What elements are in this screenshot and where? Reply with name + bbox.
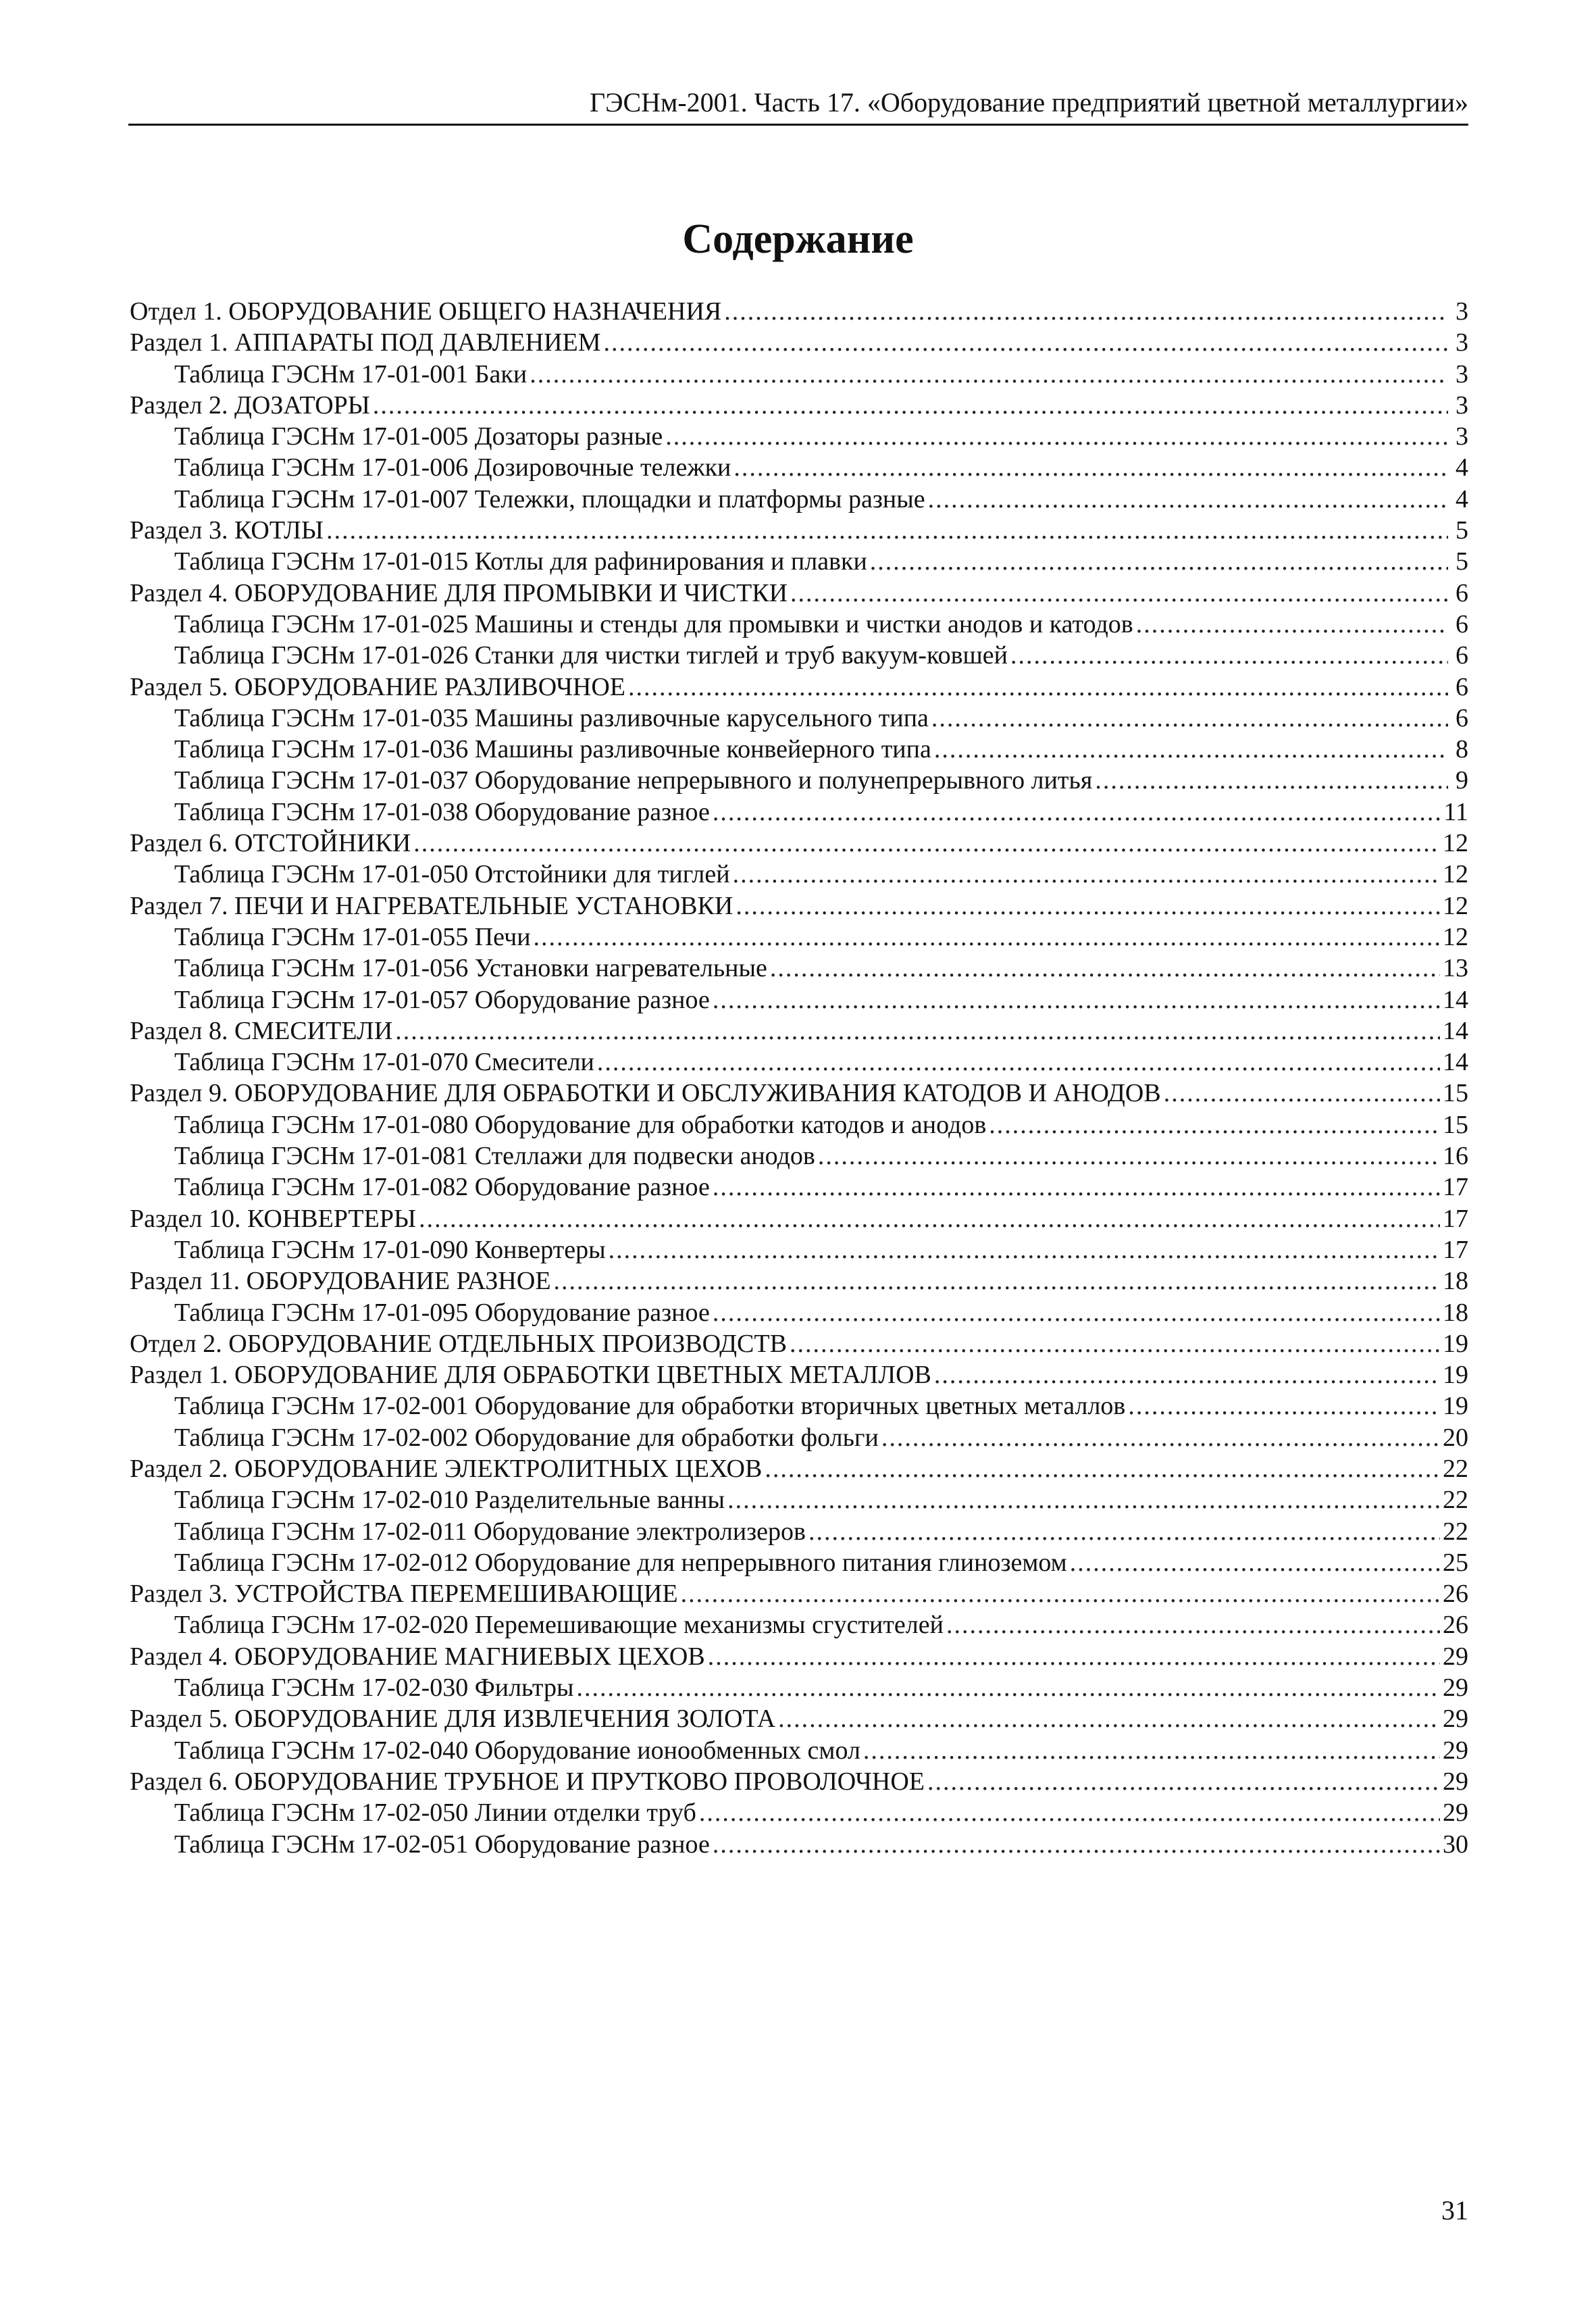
- toc-entry-table: [128, 1422, 1468, 1453]
- toc-entry-title: Таблица ГЭСНм 17-01-005 Дозаторы разные: [174, 422, 663, 451]
- toc-entry-page: 14: [1443, 1016, 1468, 1045]
- toc-entry-page: 5: [1456, 547, 1468, 576]
- toc-entry-title: Раздел 3. УСТРОЙСТВА ПЕРЕМЕШИВАЮЩИЕ: [130, 1580, 678, 1609]
- toc-entry-title: Таблица ГЭСНм 17-01-050 Отстойники для тиглей: [174, 860, 730, 889]
- toc-dot-leader: [1010, 640, 1448, 671]
- toc-entry-table: [128, 1735, 1468, 1766]
- toc-entry-title: Раздел 10. КОНВЕРТЕРЫ: [130, 1204, 417, 1233]
- toc-entry-title: Таблица ГЭСНм 17-01-082 Оборудование разное: [174, 1173, 710, 1202]
- toc-dot-leader: [931, 703, 1448, 734]
- toc-entry-table: [128, 1829, 1468, 1860]
- toc-entry-title: Таблица ГЭСНм 17-01-035 Машины разливочные карусельного типа: [174, 703, 929, 732]
- toc-entry-page: 19: [1443, 1361, 1468, 1390]
- toc-entry-page: 29: [1443, 1736, 1468, 1765]
- toc-dot-leader: [413, 828, 1440, 859]
- page-number: 31: [1441, 2195, 1468, 2225]
- toc-dot-leader: [1095, 765, 1448, 796]
- toc-entry-table: [128, 452, 1468, 483]
- toc-dot-leader: [790, 1328, 1440, 1359]
- toc-entry-page: 17: [1443, 1235, 1468, 1264]
- toc-entry-table: [128, 359, 1468, 390]
- toc-dot-leader: [934, 1359, 1440, 1390]
- toc-entry-title: Раздел 1. ОБОРУДОВАНИЕ ДЛЯ ОБРАБОТКИ ЦВЕТНЫХ МЕТАЛЛОВ: [130, 1361, 931, 1390]
- toc-dot-leader: [818, 1140, 1440, 1172]
- toc-entry-section: [128, 515, 1468, 546]
- toc-dot-leader: [946, 1609, 1440, 1640]
- toc-entry-page: 16: [1443, 1142, 1468, 1171]
- toc-dot-leader: [790, 578, 1448, 609]
- toc-entry-page: 11: [1443, 797, 1468, 826]
- toc-entry-page: 18: [1443, 1267, 1468, 1296]
- toc-entry-title: Раздел 4. ОБОРУДОВАНИЕ ДЛЯ ПРОМЫВКИ И ЧИСТКИ: [130, 578, 788, 607]
- toc-entry-page: 19: [1443, 1392, 1468, 1421]
- toc-dot-leader: [554, 1265, 1440, 1297]
- toc-entry-section: [128, 1641, 1468, 1672]
- toc-entry-page: 15: [1443, 1110, 1468, 1139]
- toc-entry-title: Таблица ГЭСНм 17-01-001 Баки: [174, 359, 527, 388]
- toc-dot-leader: [395, 1015, 1440, 1047]
- toc-entry-page: 29: [1443, 1767, 1468, 1796]
- toc-entry-title: Таблица ГЭСНм 17-01-006 Дозировочные тележки: [174, 453, 731, 482]
- toc-entry-title: Таблица ГЭСНм 17-01-036 Машины разливочные конвейерного типа: [174, 735, 931, 764]
- toc-entry-title: Таблица ГЭСНм 17-01-055 Печи: [174, 922, 531, 951]
- toc-entry-title: Раздел 1. АППАРАТЫ ПОД ДАВЛЕНИЕМ: [130, 328, 601, 357]
- toc-entry-table: [128, 640, 1468, 671]
- toc-dot-leader: [713, 1297, 1440, 1328]
- toc-dot-leader: [713, 1172, 1440, 1203]
- toc-dot-leader: [928, 484, 1448, 515]
- toc-dot-leader: [870, 546, 1448, 577]
- toc-entry-page: 19: [1443, 1329, 1468, 1358]
- toc-entry-title: Таблица ГЭСНм 17-02-040 Оборудование ионообменных смол: [174, 1736, 860, 1765]
- toc-entry-page: 3: [1456, 359, 1468, 388]
- toc-entry-page: 3: [1456, 391, 1468, 420]
- toc-entry-title: Таблица ГЭСНм 17-02-012 Оборудование для непрерывного питания глиноземом: [174, 1548, 1067, 1577]
- toc-entry-title: Таблица ГЭСНм 17-01-056 Установки нагревательные: [174, 954, 767, 983]
- toc-entry-title: Раздел 4. ОБОРУДОВАНИЕ МАГНИЕВЫХ ЦЕХОВ: [130, 1642, 705, 1671]
- toc-entry-page: 14: [1443, 1048, 1468, 1077]
- toc-dot-leader: [713, 1829, 1440, 1860]
- toc-entry-section: [128, 1203, 1468, 1234]
- toc-entry-section: [128, 1359, 1468, 1390]
- toc-entry-page: 9: [1456, 766, 1468, 795]
- toc-dot-leader: [534, 922, 1440, 953]
- toc-entry-page: 6: [1456, 641, 1468, 670]
- toc-entry-title: Раздел 3. КОТЛЫ: [130, 516, 324, 545]
- toc-entry-page: 13: [1443, 954, 1468, 983]
- toc-entry-title: Раздел 7. ПЕЧИ И НАГРЕВАТЕЛЬНЫЕ УСТАНОВКИ: [130, 891, 733, 920]
- toc-dot-leader: [733, 452, 1448, 483]
- toc-dot-leader: [326, 515, 1448, 546]
- toc-dot-leader: [736, 890, 1440, 922]
- toc-dot-leader: [863, 1735, 1440, 1766]
- toc-entry-title: Таблица ГЭСНм 17-02-011 Оборудование электролизеров: [174, 1517, 806, 1546]
- toc-dot-leader: [713, 984, 1440, 1015]
- toc-entry-title: Раздел 9. ОБОРУДОВАНИЕ ДЛЯ ОБРАБОТКИ И ОБСЛУЖИВАНИЯ КАТОДОВ И АНОДОВ: [130, 1079, 1161, 1108]
- toc-entry-title: Отдел 1. ОБОРУДОВАНИЕ ОБЩЕГО НАЗНАЧЕНИЯ: [130, 297, 722, 326]
- toc-entry-page: 22: [1443, 1454, 1468, 1483]
- toc-entry-page: 29: [1443, 1705, 1468, 1734]
- toc-entry-title: Таблица ГЭСНм 17-01-081 Стеллажи для подвески анодов: [174, 1142, 815, 1171]
- toc-entry-table: [128, 546, 1468, 577]
- toc-entry-page: 14: [1443, 985, 1468, 1014]
- toc-entry-section: [128, 578, 1468, 609]
- toc-entry-table: [128, 1547, 1468, 1578]
- toc-entry-page: 26: [1443, 1611, 1468, 1640]
- toc-entry-section: [128, 1453, 1468, 1484]
- toc-entry-page: 20: [1443, 1423, 1468, 1452]
- toc-entry-title: Раздел 2. ДОЗАТОРЫ: [130, 391, 370, 420]
- toc-dot-leader: [1070, 1547, 1440, 1578]
- toc-entry-title: Таблица ГЭСНм 17-02-050 Линии отделки труб: [174, 1799, 696, 1828]
- toc-entry-section: [128, 1015, 1468, 1047]
- toc-entry-title: Таблица ГЭСНм 17-01-025 Машины и стенды для промывки и чистки анодов и катодов: [174, 609, 1133, 638]
- toc-dot-leader: [577, 1672, 1440, 1703]
- toc-entry-page: 29: [1443, 1642, 1468, 1671]
- toc-entry-page: 4: [1456, 453, 1468, 482]
- toc-entry-table: [128, 859, 1468, 890]
- toc-entry-table: [128, 1297, 1468, 1328]
- toc-dot-leader: [1136, 609, 1448, 640]
- page-title: Содержание: [682, 216, 914, 262]
- toc-entry-page: 3: [1456, 422, 1468, 451]
- toc-entry-page: 4: [1456, 484, 1468, 513]
- toc-entry-page: 12: [1443, 891, 1468, 920]
- toc-entry-table: [128, 734, 1468, 765]
- toc-entry-title: Таблица ГЭСНм 17-02-001 Оборудование для обработки вторичных цветных металлов: [174, 1392, 1126, 1421]
- toc-entry-page: 22: [1443, 1486, 1468, 1515]
- toc-entry-title: Таблица ГЭСНм 17-02-030 Фильтры: [174, 1674, 574, 1703]
- toc-entry-page: 22: [1443, 1517, 1468, 1546]
- toc-entry-section: [128, 890, 1468, 922]
- table-of-contents: [128, 296, 1468, 1860]
- toc-dot-leader: [665, 421, 1448, 452]
- toc-entry-table: [128, 1172, 1468, 1203]
- toc-entry-division: [128, 296, 1468, 327]
- toc-entry-title: Раздел 8. СМЕСИТЕЛИ: [130, 1016, 393, 1045]
- toc-entry-table: [128, 609, 1468, 640]
- toc-entry-title: Таблица ГЭСНм 17-01-057 Оборудование разное: [174, 985, 710, 1014]
- toc-entry-title: Таблица ГЭСНм 17-02-010 Разделительные ванны: [174, 1486, 725, 1515]
- toc-entry-table: [128, 953, 1468, 984]
- toc-entry-page: 8: [1456, 735, 1468, 764]
- toc-entry-table: [128, 1140, 1468, 1172]
- toc-entry-page: 26: [1443, 1580, 1468, 1609]
- toc-entry-section: [128, 1265, 1468, 1297]
- toc-entry-title: Таблица ГЭСНм 17-01-026 Станки для чистки тиглей и труб вакуум-ковшей: [174, 641, 1008, 670]
- toc-dot-leader: [989, 1109, 1440, 1140]
- toc-entry-table: [128, 1109, 1468, 1140]
- toc-dot-leader: [927, 1766, 1440, 1797]
- toc-entry-section: [128, 390, 1468, 421]
- toc-entry-table: [128, 984, 1468, 1015]
- toc-dot-leader: [597, 1047, 1440, 1078]
- toc-dot-leader: [419, 1203, 1440, 1234]
- toc-entry-title: Раздел 5. ОБОРУДОВАНИЕ ДЛЯ ИЗВЛЕЧЕНИЯ ЗОЛОТА: [130, 1705, 776, 1734]
- toc-entry-page: 6: [1456, 609, 1468, 638]
- toc-entry-title: Таблица ГЭСНм 17-02-002 Оборудование для обработки фольги: [174, 1423, 879, 1452]
- toc-entry-section: [128, 828, 1468, 859]
- toc-entry-title: Таблица ГЭСНм 17-01-037 Оборудование непрерывного и полунепрерывного литья: [174, 766, 1093, 795]
- toc-entry-title: Отдел 2. ОБОРУДОВАНИЕ ОТДЕЛЬНЫХ ПРОИЗВОДСТВ: [130, 1329, 787, 1358]
- toc-entry-page: 18: [1443, 1298, 1468, 1327]
- toc-dot-leader: [530, 359, 1448, 390]
- toc-dot-leader: [713, 797, 1441, 828]
- toc-dot-leader: [1128, 1390, 1440, 1422]
- toc-entry-page: 3: [1456, 297, 1468, 326]
- toc-entry-title: Таблица ГЭСНм 17-02-051 Оборудование разное: [174, 1830, 710, 1859]
- toc-entry-title: Раздел 2. ОБОРУДОВАНИЕ ЭЛЕКТРОЛИТНЫХ ЦЕХОВ: [130, 1454, 763, 1483]
- toc-entry-page: 6: [1456, 703, 1468, 732]
- toc-entry-page: 17: [1443, 1204, 1468, 1233]
- toc-entry-title: Таблица ГЭСНм 17-01-095 Оборудование разное: [174, 1298, 710, 1327]
- toc-entry-title: Раздел 6. ОБОРУДОВАНИЕ ТРУБНОЕ И ПРУТКОВО ПРОВОЛОЧНОЕ: [130, 1767, 925, 1796]
- toc-entry-section: [128, 672, 1468, 703]
- toc-entry-table: [128, 421, 1468, 452]
- toc-entry-page: 6: [1456, 672, 1468, 701]
- toc-entry-title: Таблица ГЭСНм 17-01-038 Оборудование разное: [174, 797, 710, 826]
- toc-entry-table: [128, 765, 1468, 796]
- toc-entry-title: Раздел 11. ОБОРУДОВАНИЕ РАЗНОЕ: [130, 1267, 551, 1296]
- header-rule: [128, 124, 1468, 126]
- toc-entry-title: Раздел 5. ОБОРУДОВАНИЕ РАЗЛИВОЧНОЕ: [130, 672, 626, 701]
- toc-entry-table: [128, 1609, 1468, 1640]
- toc-entry-table: [128, 922, 1468, 953]
- toc-entry-page: 17: [1443, 1173, 1468, 1202]
- toc-entry-division: [128, 1328, 1468, 1359]
- toc-dot-leader: [628, 672, 1448, 703]
- toc-dot-leader: [604, 327, 1448, 358]
- toc-dot-leader: [681, 1578, 1440, 1609]
- toc-entry-section: [128, 1766, 1468, 1797]
- toc-entry-title: Таблица ГЭСНм 17-01-070 Смесители: [174, 1048, 594, 1077]
- toc-entry-page: 3: [1456, 328, 1468, 357]
- toc-entry-page: 29: [1443, 1674, 1468, 1703]
- running-header: ГЭСНм-2001. Часть 17. «Оборудование предприятий цветной металлургии»: [589, 87, 1468, 118]
- toc-entry-title: Таблица ГЭСНм 17-01-090 Конвертеры: [174, 1235, 606, 1264]
- toc-entry-page: 6: [1456, 578, 1468, 607]
- toc-dot-leader: [770, 953, 1440, 984]
- toc-entry-table: [128, 703, 1468, 734]
- toc-dot-leader: [727, 1484, 1440, 1515]
- toc-entry-title: Таблица ГЭСНм 17-01-007 Тележки, площадки и платформы разные: [174, 484, 925, 513]
- toc-dot-leader: [733, 859, 1440, 890]
- toc-dot-leader: [765, 1453, 1440, 1484]
- toc-dot-leader: [699, 1797, 1440, 1828]
- toc-entry-table: [128, 797, 1468, 828]
- toc-dot-leader: [1164, 1078, 1440, 1109]
- toc-entry-section: [128, 327, 1468, 358]
- toc-entry-table: [128, 1797, 1468, 1828]
- toc-entry-page: 12: [1443, 829, 1468, 858]
- toc-entry-table: [128, 484, 1468, 515]
- toc-dot-leader: [934, 734, 1448, 765]
- toc-entry-table: [128, 1234, 1468, 1265]
- toc-entry-page: 5: [1456, 516, 1468, 545]
- toc-entry-page: 12: [1443, 860, 1468, 889]
- toc-entry-page: 30: [1443, 1830, 1468, 1859]
- toc-entry-page: 12: [1443, 922, 1468, 951]
- toc-entry-page: 15: [1443, 1079, 1468, 1108]
- toc-entry-table: [128, 1047, 1468, 1078]
- toc-entry-page: 25: [1443, 1548, 1468, 1577]
- toc-dot-leader: [609, 1234, 1440, 1265]
- toc-entry-table: [128, 1672, 1468, 1703]
- toc-entry-title: Таблица ГЭСНм 17-01-015 Котлы для рафинирования и плавки: [174, 547, 867, 576]
- toc-entry-page: 29: [1443, 1799, 1468, 1828]
- toc-entry-title: Раздел 6. ОТСТОЙНИКИ: [130, 829, 411, 858]
- toc-dot-leader: [708, 1641, 1440, 1672]
- toc-entry-table: [128, 1390, 1468, 1422]
- toc-entry-table: [128, 1484, 1468, 1515]
- toc-dot-leader: [881, 1422, 1440, 1453]
- toc-entry-table: [128, 1516, 1468, 1547]
- toc-dot-leader: [778, 1703, 1440, 1734]
- toc-entry-title: Таблица ГЭСНм 17-01-080 Оборудование для обработки катодов и анодов: [174, 1110, 987, 1139]
- toc-dot-leader: [373, 390, 1448, 421]
- toc-dot-leader: [724, 296, 1448, 327]
- toc-entry-section: [128, 1578, 1468, 1609]
- toc-entry-title: Таблица ГЭСНм 17-02-020 Перемешивающие механизмы сгустителей: [174, 1611, 944, 1640]
- toc-entry-section: [128, 1703, 1468, 1734]
- toc-entry-section: [128, 1078, 1468, 1109]
- toc-dot-leader: [808, 1516, 1440, 1547]
